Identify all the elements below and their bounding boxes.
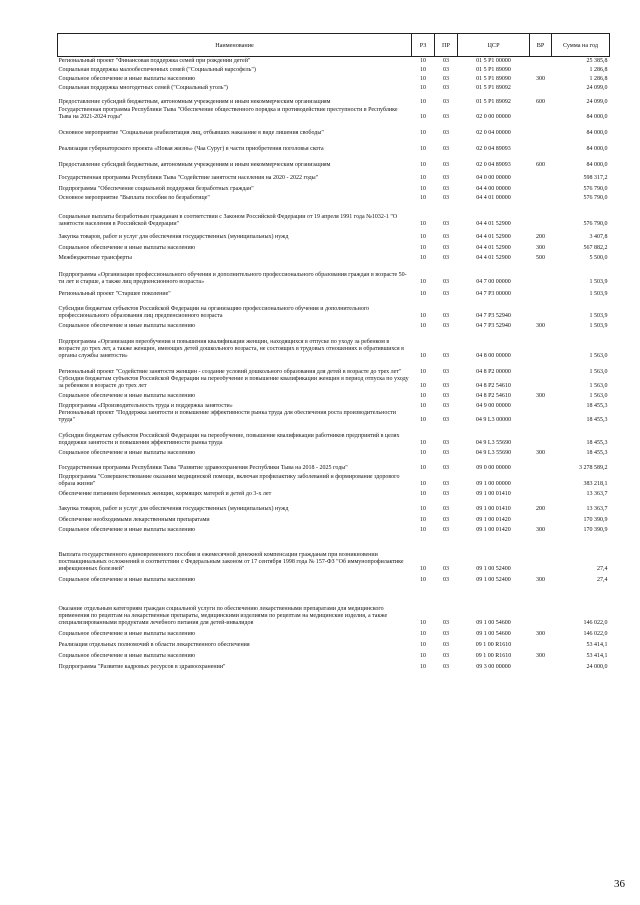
- cell-vr: 300: [536, 75, 545, 82]
- cell-sum: 3 407,8: [589, 233, 608, 240]
- table-row: [58, 513, 610, 524]
- cell-vr: [530, 57, 552, 65]
- cell-sum: 1 563,0: [589, 352, 608, 359]
- cell-csr: 09 1 00 01420: [476, 516, 511, 523]
- table-row: [58, 137, 610, 153]
- cell-pr: 03: [443, 161, 449, 168]
- cell-name: Межбюджетные трансферты: [58, 254, 132, 261]
- cell-rz: 10: [420, 254, 426, 261]
- cell-csr: 09 3 00 00000: [476, 663, 511, 670]
- cell-rz: 10: [420, 98, 426, 105]
- cell-csr: 09 1 00 00000: [476, 480, 511, 487]
- cell-sum: 84 000,0: [586, 129, 608, 136]
- cell-rz: 10: [420, 382, 426, 389]
- cell-pr: 03: [443, 439, 449, 446]
- table-row: [58, 202, 610, 228]
- cell-pr: 03: [443, 233, 449, 240]
- cell-name: Социальные выплаты безработным гражданам в соответствии с Законом Российской Федерации от 19 апреля 1991 года №1032-1 "О занятости населения в Российской Федерации": [58, 213, 398, 227]
- table-row: [58, 298, 610, 320]
- cell-rz: 10: [420, 322, 426, 329]
- cell-sum: 3 278 589,2: [579, 464, 608, 471]
- cell-name: Социальная поддержка малообеспеченных семей ("Социальный нарсофель"): [58, 66, 256, 73]
- cell-sum: 25 385,8: [586, 57, 608, 64]
- table-row: [58, 330, 610, 360]
- cell-vr: [530, 400, 552, 410]
- cell-csr: 04 4 01 52900: [476, 233, 511, 240]
- cell-pr: 03: [443, 129, 449, 136]
- cell-pr: 03: [443, 185, 449, 192]
- cell-rz: 10: [420, 565, 426, 572]
- cell-csr: 04 4 01 52900: [476, 244, 511, 251]
- cell-csr: 09 1 00 54600: [476, 630, 511, 637]
- cell-pr: 03: [443, 174, 449, 181]
- cell-rz: 10: [420, 416, 426, 423]
- cell-name: Государственная программа Республики Тыва "Обеспечение общественного порядка и противодействие преступности в Республике Тыва на 2021-2024 годы": [58, 106, 398, 120]
- cell-name: Закупка товаров, работ и услуг для обеспечения государственных (муниципальных) нужд: [58, 505, 289, 512]
- table-row: [58, 182, 610, 193]
- cell-pr: 03: [443, 113, 449, 120]
- cell-vr: [530, 488, 552, 498]
- col-header-rz: РЗ: [412, 34, 435, 57]
- cell-name: Подпрограмма «Организация переобучения и повышения квалификации женщин, находящихся в отпуске по уходу за ребенком в возрасте до трех лет, а также женщин, имеющих детей дошкольного возраста, не состоящих в трудовых отношениях и обратившихся в органы службы занятости»: [58, 338, 405, 359]
- cell-rz: 10: [420, 75, 426, 82]
- cell-csr: 04 4 01 00000: [476, 194, 511, 201]
- table-row: [58, 649, 610, 660]
- table-row: [58, 400, 610, 410]
- cell-name: Подпрограмма "Развитие кадровых ресурсов в здравоохранении": [58, 663, 226, 670]
- cell-rz: 10: [420, 516, 426, 523]
- cell-pr: 03: [443, 619, 449, 626]
- cell-name: Закупка товаров, работ и услуг для обеспечения государственных (муниципальных) нужд: [58, 233, 289, 240]
- table-row: [58, 169, 610, 182]
- cell-rz: 10: [420, 402, 426, 409]
- cell-name: Субсидии бюджетам субъектов Российской Федерации на переобучение и повышение квалификации женщин в период отпуска по уходу за ребенком в возрасте до трех лет: [58, 375, 409, 389]
- col-header-name: Наименование: [58, 34, 412, 57]
- cell-vr: 300: [536, 392, 545, 399]
- cell-vr: [530, 330, 552, 360]
- cell-pr: 03: [443, 57, 449, 64]
- cell-name: Государственная программа Республики Тыва "Развитие здравоохранения Республики Тыва на 2018 - 2025 годы": [58, 464, 348, 471]
- cell-csr: 02 0 04 89093: [476, 145, 511, 152]
- cell-vr: [530, 472, 552, 488]
- table-row: [58, 410, 610, 424]
- cell-rz: 10: [420, 663, 426, 670]
- cell-csr: 04 7 P3 52940: [476, 312, 511, 319]
- cell-name: Региональный проект "Поддержка занятости и повышение эффективности рынка труда для обеспечения роста производительности труда": [58, 409, 397, 423]
- table-row: [58, 252, 610, 262]
- cell-vr: [530, 65, 552, 74]
- cell-csr: 04 4 01 52900: [476, 220, 511, 227]
- cell-pr: 03: [443, 641, 449, 648]
- table-row: [58, 627, 610, 638]
- cell-pr: 03: [443, 254, 449, 261]
- cell-name: Государственная программа Республики Тыва "Содействие занятости населения на 2020 - 2022 годы": [58, 174, 319, 181]
- cell-pr: 03: [443, 145, 449, 152]
- cell-csr: 09 1 00 R1610: [475, 652, 512, 659]
- cell-vr: [530, 360, 552, 376]
- cell-name: Основное мероприятие "Выплата пособия по безработице": [58, 194, 210, 201]
- table-row: [58, 74, 610, 83]
- cell-name: Обеспечение питанием беременных женщин, кормящих матерей и детей до 3-х лет: [58, 490, 272, 497]
- cell-sum: 383 218,1: [583, 480, 608, 487]
- table-row: [58, 228, 610, 241]
- table-row: [58, 121, 610, 137]
- cell-sum: 27,4: [597, 565, 608, 572]
- cell-sum: 5 500,0: [589, 254, 608, 261]
- table-row: [58, 584, 610, 627]
- table-body: [58, 57, 610, 671]
- cell-csr: 04 9 L3 55690: [475, 439, 512, 446]
- cell-rz: 10: [420, 619, 426, 626]
- cell-sum: 1 563,0: [589, 368, 608, 375]
- cell-rz: 10: [420, 449, 426, 456]
- cell-pr: 03: [443, 220, 449, 227]
- cell-vr: [530, 638, 552, 649]
- cell-csr: 01 5 P1 00000: [476, 57, 511, 64]
- cell-rz: 10: [420, 113, 426, 120]
- cell-pr: 03: [443, 278, 449, 285]
- cell-vr: [530, 534, 552, 573]
- cell-rz: 10: [420, 290, 426, 297]
- cell-vr: 300: [536, 576, 545, 583]
- cell-pr: 03: [443, 576, 449, 583]
- cell-pr: 03: [443, 244, 449, 251]
- cell-rz: 10: [420, 641, 426, 648]
- cell-rz: 10: [420, 185, 426, 192]
- cell-sum: 27,4: [597, 576, 608, 583]
- table-row: [58, 65, 610, 74]
- cell-pr: 03: [443, 290, 449, 297]
- col-header-csr: ЦСР: [458, 34, 530, 57]
- table-row: [58, 92, 610, 106]
- cell-rz: 10: [420, 392, 426, 399]
- cell-pr: 03: [443, 66, 449, 73]
- cell-vr: [530, 121, 552, 137]
- cell-name: Основное мероприятие "Социальная реабилитация лиц, отбывших наказание в виде лишения свободы": [58, 129, 324, 136]
- cell-pr: 03: [443, 663, 449, 670]
- cell-csr: 04 8 P2 54610: [476, 382, 511, 389]
- cell-name: Субсидии бюджетам субъектов Российской Федерации на организацию профессионального обучения и дополнительного профессионального образования лиц предпенсионного возраста: [58, 305, 370, 319]
- cell-vr: 600: [536, 161, 545, 168]
- cell-sum: 1 563,0: [589, 382, 608, 389]
- cell-name: Обеспечение необходимыми лекарственными препаратами: [58, 516, 210, 523]
- cell-vr: 300: [536, 322, 545, 329]
- col-header-sum: Сумма на год: [552, 34, 610, 57]
- cell-vr: [530, 262, 552, 286]
- cell-pr: 03: [443, 392, 449, 399]
- cell-sum: 1 286,8: [589, 66, 608, 73]
- cell-csr: 04 9 00 00000: [476, 402, 511, 409]
- table-row: [58, 83, 610, 92]
- cell-vr: [530, 106, 552, 121]
- cell-csr: 09 1 00 54600: [476, 619, 511, 626]
- cell-name: Социальное обеспечение и иные выплаты населению: [58, 449, 196, 456]
- table-row: [58, 524, 610, 534]
- cell-rz: 10: [420, 490, 426, 497]
- cell-csr: 09 1 00 52400: [476, 565, 511, 572]
- cell-rz: 10: [420, 576, 426, 583]
- cell-pr: 03: [443, 565, 449, 572]
- cell-sum: 84 000,0: [586, 161, 608, 168]
- cell-vr: [530, 660, 552, 671]
- cell-name: Предоставление субсидий бюджетным, автономным учреждениям и иным некоммерческим организациям: [58, 161, 331, 168]
- table-row: [58, 638, 610, 649]
- cell-sum: 13 363,7: [586, 505, 608, 512]
- table-row: [58, 320, 610, 330]
- cell-csr: 04 8 P2 54610: [476, 392, 511, 399]
- cell-rz: 10: [420, 278, 426, 285]
- budget-table: [57, 33, 610, 671]
- cell-csr: 01 5 P1 89092: [476, 98, 511, 105]
- cell-vr: [530, 584, 552, 627]
- cell-rz: 10: [420, 464, 426, 471]
- table-row: [58, 193, 610, 202]
- cell-csr: 09 1 00 01420: [476, 526, 511, 533]
- cell-rz: 10: [420, 630, 426, 637]
- cell-sum: 24 099,0: [586, 98, 608, 105]
- cell-vr: [530, 169, 552, 182]
- cell-name: Социальное обеспечение и иные выплаты населению: [58, 244, 196, 251]
- cell-sum: 1 563,0: [589, 392, 608, 399]
- table-row: [58, 472, 610, 488]
- cell-name: Подпрограмма "Совершенствование оказания медицинской помощи, включая профилактику заболеваний и формирование здорового образа жизни": [58, 473, 400, 487]
- table-row: [58, 447, 610, 457]
- table-row: [58, 424, 610, 447]
- cell-rz: 10: [420, 652, 426, 659]
- cell-rz: 10: [420, 194, 426, 201]
- cell-sum: 576 790,0: [583, 185, 608, 192]
- cell-pr: 03: [443, 464, 449, 471]
- cell-csr: 04 7 P3 00000: [476, 290, 511, 297]
- cell-pr: 03: [443, 98, 449, 105]
- cell-sum: 18 455,3: [586, 416, 608, 423]
- table-row: [58, 106, 610, 121]
- cell-vr: [530, 410, 552, 424]
- cell-pr: 03: [443, 490, 449, 497]
- cell-pr: 03: [443, 322, 449, 329]
- cell-sum: 18 455,3: [586, 449, 608, 456]
- cell-pr: 03: [443, 312, 449, 319]
- cell-pr: 03: [443, 368, 449, 375]
- table-row: [58, 153, 610, 169]
- col-header-vr: ВР: [530, 34, 552, 57]
- table-row: [58, 390, 610, 400]
- cell-sum: 170 390,9: [583, 516, 608, 523]
- cell-csr: 04 7 00 00000: [476, 278, 511, 285]
- cell-vr: [530, 137, 552, 153]
- table-row: [58, 262, 610, 286]
- cell-sum: 18 455,3: [586, 402, 608, 409]
- cell-sum: 84 000,0: [586, 145, 608, 152]
- cell-rz: 10: [420, 129, 426, 136]
- table-row: [58, 360, 610, 376]
- cell-pr: 03: [443, 480, 449, 487]
- cell-csr: 09 1 00 01410: [476, 490, 511, 497]
- budget-table-sheet: [57, 33, 609, 671]
- table-row: [58, 498, 610, 513]
- cell-pr: 03: [443, 352, 449, 359]
- cell-csr: 04 8 P2 00000: [476, 368, 511, 375]
- col-header-pr: ПР: [435, 34, 458, 57]
- cell-vr: 300: [536, 526, 545, 533]
- cell-csr: 02 0 04 00000: [476, 129, 511, 136]
- cell-sum: 53 414,1: [586, 652, 608, 659]
- cell-csr: 09 0 00 00000: [476, 464, 511, 471]
- cell-rz: 10: [420, 244, 426, 251]
- table-row: [58, 660, 610, 671]
- cell-name: Оказание отдельным категориям граждан социальной услуги по обеспечению лекарственными препаратами для медицинского применения по рецептам на лекарственные препараты, медицинскими изделиями по рецептам на медицинские изделия, а также специализированными продуктами лечебного питания для детей-инвалидов: [58, 605, 388, 626]
- cell-vr: 300: [536, 449, 545, 456]
- cell-csr: 04 0 00 00000: [476, 174, 511, 181]
- cell-rz: 10: [420, 480, 426, 487]
- cell-pr: 03: [443, 194, 449, 201]
- cell-name: Региональный проект "Содействие занятости женщин - создание условий дошкольного образования для детей в возрасте до трех лет": [58, 368, 402, 375]
- cell-sum: 576 790,0: [583, 194, 608, 201]
- cell-rz: 10: [420, 368, 426, 375]
- cell-csr: 04 4 01 52900: [476, 254, 511, 261]
- cell-name: Социальное обеспечение и иные выплаты населению: [58, 652, 196, 659]
- cell-name: Предоставление субсидий бюджетным, автономным учреждениям и иным некоммерческим организациям: [58, 98, 331, 105]
- cell-sum: 24 099,0: [586, 84, 608, 91]
- table-row: [58, 457, 610, 472]
- cell-vr: [530, 83, 552, 92]
- cell-vr: 300: [536, 630, 545, 637]
- cell-sum: 24 000,0: [586, 663, 608, 670]
- cell-pr: 03: [443, 75, 449, 82]
- cell-rz: 10: [420, 526, 426, 533]
- cell-name: Социальное обеспечение и иные выплаты населению: [58, 526, 196, 533]
- cell-name: Реализация губернаторского проекта «Новая жизнь» (Чаа Суруг) в части приобретения поголовья скота: [58, 145, 324, 152]
- cell-sum: 598 317,2: [583, 174, 608, 181]
- table-row: [58, 286, 610, 298]
- cell-vr: 200: [536, 505, 545, 512]
- cell-csr: 09 1 00 01410: [476, 505, 511, 512]
- cell-csr: 01 5 P1 89090: [476, 75, 511, 82]
- cell-sum: 146 022,0: [583, 630, 608, 637]
- table-row: [58, 534, 610, 573]
- cell-pr: 03: [443, 416, 449, 423]
- cell-name: Региональный проект "Старшее поколение": [58, 290, 171, 297]
- table-row: [58, 376, 610, 390]
- cell-pr: 03: [443, 505, 449, 512]
- cell-rz: 10: [420, 84, 426, 91]
- cell-vr: [530, 376, 552, 390]
- cell-vr: 500: [536, 254, 545, 261]
- cell-pr: 03: [443, 516, 449, 523]
- cell-rz: 10: [420, 66, 426, 73]
- cell-name: Подпрограмма «Производительность труда и поддержка занятости»: [58, 402, 233, 409]
- cell-vr: [530, 182, 552, 193]
- cell-rz: 10: [420, 505, 426, 512]
- cell-rz: 10: [420, 57, 426, 64]
- table-row: [58, 573, 610, 584]
- cell-rz: 10: [420, 161, 426, 168]
- cell-csr: 09 1 00 R1610: [475, 641, 512, 648]
- table-row: [58, 488, 610, 498]
- cell-sum: 170 390,9: [583, 526, 608, 533]
- cell-sum: 13 363,7: [586, 490, 608, 497]
- cell-pr: 03: [443, 449, 449, 456]
- cell-name: Субсидии бюджетам субъектов Российской Федерации на переобучение, повышение квалификации работников предприятий в целях поддержки занятости и повышения эффективности рынка труда: [58, 432, 400, 446]
- cell-sum: 1 503,9: [589, 278, 608, 285]
- cell-csr: 04 7 P3 52940: [476, 322, 511, 329]
- table-row: [58, 57, 610, 65]
- cell-name: Подпрограмма "Обеспечение социальной поддержки безработных граждан": [58, 185, 254, 192]
- cell-rz: 10: [420, 174, 426, 181]
- cell-vr: [530, 513, 552, 524]
- page-number: 36: [614, 878, 625, 890]
- cell-csr: 09 1 00 52400: [476, 576, 511, 583]
- cell-name: Подпрограмма «Организация профессионального обучения и дополнительного профессионального образования граждан в возрасте 50-ти лет и старше, а также лиц предпенсионного возраста»: [58, 271, 407, 285]
- cell-rz: 10: [420, 220, 426, 227]
- cell-pr: 03: [443, 630, 449, 637]
- cell-name: Социальное обеспечение и иные выплаты населению: [58, 322, 196, 329]
- cell-name: Социальное обеспечение и иные выплаты населению: [58, 75, 196, 82]
- cell-rz: 10: [420, 312, 426, 319]
- cell-csr: 04 9 L3 00000: [475, 416, 512, 423]
- cell-sum: 1 503,9: [589, 312, 608, 319]
- cell-vr: [530, 298, 552, 320]
- cell-vr: 300: [536, 652, 545, 659]
- cell-sum: 576 790,0: [583, 220, 608, 227]
- cell-csr: 02 0 00 00000: [476, 113, 511, 120]
- cell-vr: [530, 424, 552, 447]
- cell-csr: 02 0 04 89093: [476, 161, 511, 168]
- cell-csr: 04 8 00 00000: [476, 352, 511, 359]
- cell-pr: 03: [443, 84, 449, 91]
- cell-sum: 53 414,1: [586, 641, 608, 648]
- cell-vr: [530, 193, 552, 202]
- cell-name: Социальное обеспечение и иные выплаты населению: [58, 392, 196, 399]
- cell-rz: 10: [420, 233, 426, 240]
- cell-name: Реализация отдельных полномочий в области лекарственного обеспечения: [58, 641, 250, 648]
- cell-vr: [530, 457, 552, 472]
- cell-sum: 567 882,2: [583, 244, 608, 251]
- cell-name: Региональный проект "Финансовая поддержка семей при рождении детей": [58, 57, 251, 64]
- cell-vr: 300: [536, 244, 545, 251]
- cell-sum: 1 503,9: [589, 290, 608, 297]
- cell-name: Выплата государственного единовременного пособия и ежемесячной денежной компенсации гражданам при возникновении поствакцинальных осложнений в соответствии с Федеральным законом от 17 сентября 1998 года № 157-ФЗ "Об иммунопрофилактике инфекционных болезней": [58, 551, 404, 572]
- cell-pr: 03: [443, 526, 449, 533]
- cell-rz: 10: [420, 145, 426, 152]
- cell-vr: 200: [536, 233, 545, 240]
- cell-csr: 01 5 P1 89090: [476, 66, 511, 73]
- cell-pr: 03: [443, 382, 449, 389]
- cell-name: Социальная поддержка многодетных семей ("Социальный уголь"): [58, 84, 228, 91]
- cell-name: Социальное обеспечение и иные выплаты населению: [58, 576, 196, 583]
- cell-vr: [530, 202, 552, 228]
- cell-csr: 04 4 00 00000: [476, 185, 511, 192]
- cell-pr: 03: [443, 402, 449, 409]
- cell-csr: 04 9 L3 55690: [475, 449, 512, 456]
- cell-rz: 10: [420, 352, 426, 359]
- cell-sum: 1 286,8: [589, 75, 608, 82]
- cell-sum: 146 022,0: [583, 619, 608, 626]
- cell-vr: 600: [536, 98, 545, 105]
- cell-csr: 01 5 P1 89092: [476, 84, 511, 91]
- cell-name: Социальное обеспечение и иные выплаты населению: [58, 630, 196, 637]
- cell-pr: 03: [443, 652, 449, 659]
- cell-sum: 18 455,3: [586, 439, 608, 446]
- table-header-row: [58, 34, 610, 57]
- cell-rz: 10: [420, 439, 426, 446]
- table-row: [58, 241, 610, 252]
- cell-sum: 1 503,9: [589, 322, 608, 329]
- cell-vr: [530, 286, 552, 298]
- cell-sum: 84 000,0: [586, 113, 608, 120]
